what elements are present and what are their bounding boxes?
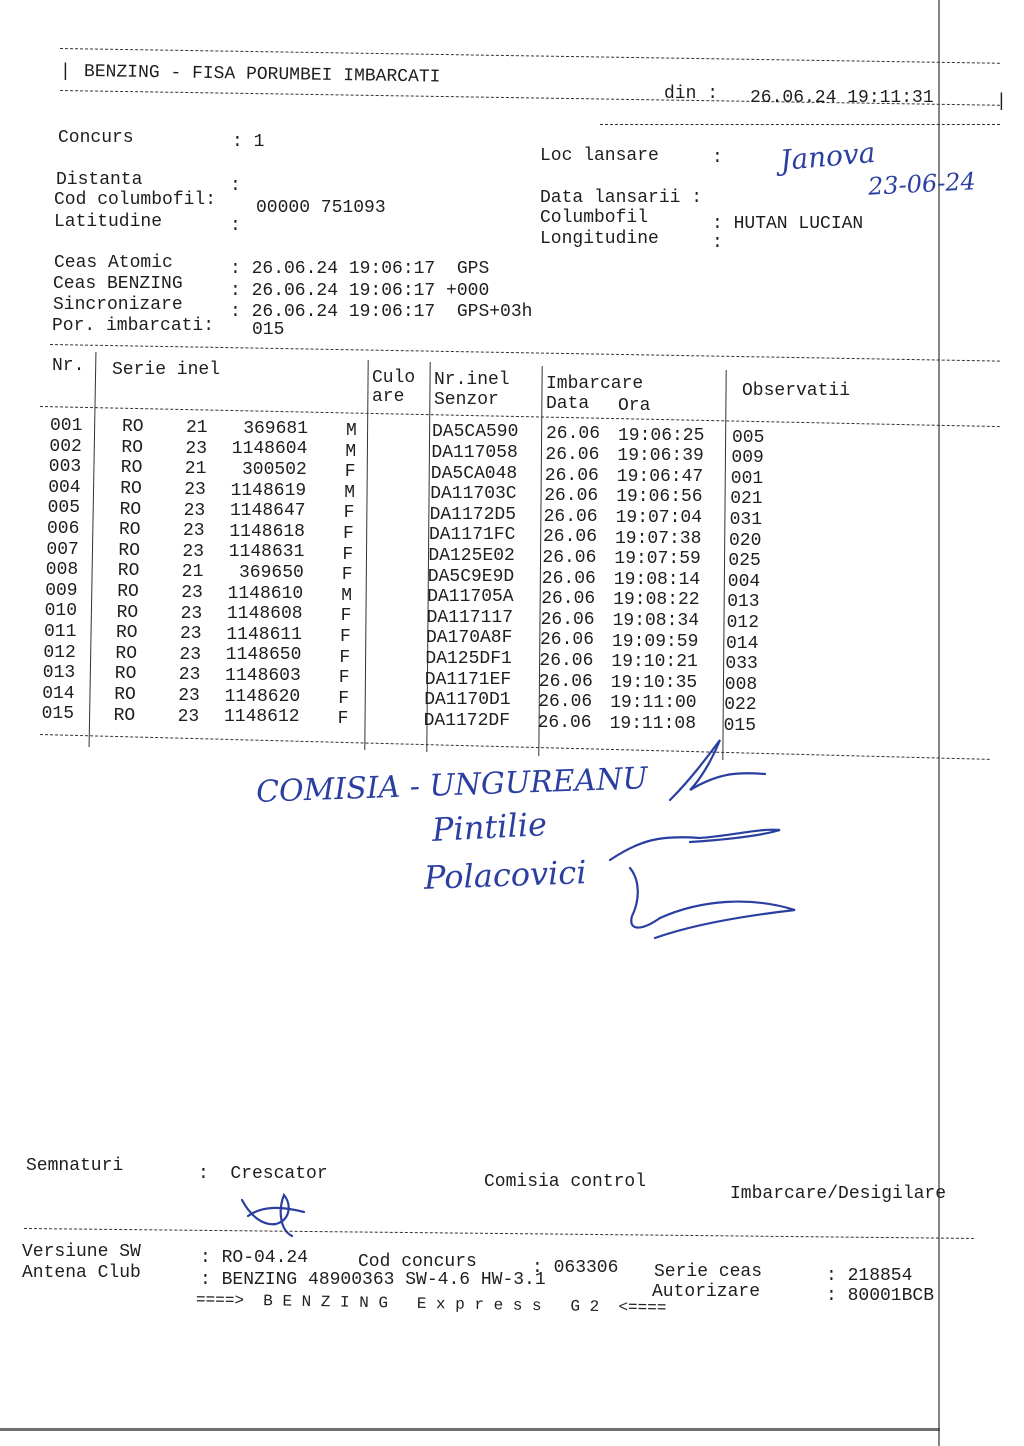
row-observatii: 015 [723, 715, 756, 736]
handwritten-pintilie: Pintilie [431, 805, 548, 849]
cod-concurs-label: Cod concurs [358, 1252, 477, 1272]
row-country: RO [121, 437, 143, 458]
row-year: 21 [181, 562, 204, 583]
row-sensor: DA5CA590 [432, 422, 519, 443]
col-nr-header: Nr. [52, 356, 85, 376]
row-date: 26.06 [542, 548, 597, 569]
row-ring: 1148618 [229, 521, 305, 542]
row-time: 19:06:47 [616, 466, 704, 487]
row-sensor: DA5CA048 [430, 463, 518, 484]
row-country: RO [122, 417, 144, 438]
row-nr: 008 [45, 560, 79, 581]
longitudine-colon: : [712, 233, 723, 253]
row-sex: F [342, 544, 354, 565]
col-nrinel-header-2: Senzor [434, 390, 499, 410]
row-sensor: DA125DF1 [425, 649, 512, 670]
row-ring: 1148604 [231, 439, 308, 460]
row-year: 21 [186, 418, 208, 439]
loc-lansare-label: Loc lansare [540, 146, 659, 166]
col-culoare-header-2: are [372, 387, 405, 407]
col-imbarcare-header: Imbarcare [546, 374, 644, 394]
row-nr: 014 [42, 683, 75, 704]
row-date: 26.06 [543, 506, 598, 527]
row-time: 19:08:22 [613, 590, 700, 611]
row-observatii: 020 [729, 530, 762, 551]
row-sex: F [341, 565, 353, 586]
row-ring: 1148620 [224, 686, 301, 707]
row-observatii: 014 [726, 633, 759, 654]
sincronizare-value: : 26.06.24 19:06:17 GPS+03h [230, 302, 533, 322]
ceas-atomic-value: : 26.06.24 19:06:17 GPS [230, 259, 490, 279]
autorizare-label: Autorizare [652, 1282, 761, 1302]
row-year: 23 [180, 603, 203, 624]
antena-label: Antena Club [22, 1263, 141, 1283]
versiune-value: : RO-04.24 [200, 1248, 309, 1268]
row-date: 26.06 [537, 712, 592, 733]
row-sensor: DA117117 [426, 607, 514, 628]
row-ring: 369681 [243, 418, 308, 439]
row-sensor: DA1172D5 [429, 504, 517, 525]
row-sensor: DA11703C [430, 484, 517, 505]
cod-columbofil-label: Cod columbofil: [54, 190, 217, 210]
row-observatii: 025 [728, 551, 761, 572]
row-nr: 003 [48, 457, 82, 478]
row-time: 19:07:59 [614, 549, 701, 570]
row-nr: 006 [47, 519, 80, 539]
row-observatii: 004 [727, 571, 761, 592]
row-ring: 1148650 [225, 645, 302, 666]
row-observatii: 005 [732, 427, 765, 448]
row-sensor: DA1171FC [429, 525, 516, 546]
row-nr: 001 [50, 416, 83, 436]
row-country: RO [118, 540, 140, 561]
row-date: 26.06 [540, 630, 595, 651]
header-bottom-rule [600, 124, 1000, 125]
row-time: 19:08:34 [612, 611, 700, 632]
table-bottom-rule [40, 734, 990, 760]
row-observatii: 009 [731, 448, 764, 469]
row-country: RO [117, 582, 139, 603]
row-date: 26.06 [540, 609, 595, 630]
row-ring: 300502 [241, 460, 307, 480]
row-sensor: DA1171EF [424, 669, 512, 690]
latitudine-label: Latitudine [54, 212, 163, 232]
columbofil-label: Columbofil [540, 208, 649, 228]
row-nr: 002 [49, 436, 82, 457]
col-nrinel-header-1: Nr.inel [434, 370, 510, 390]
row-nr: 013 [42, 663, 76, 684]
row-year: 23 [180, 624, 202, 645]
row-observatii: 031 [729, 509, 762, 530]
row-time: 19:07:38 [615, 528, 702, 549]
handwritten-comisia: COMISIA - UNGUREANU [255, 761, 649, 810]
row-country: RO [114, 685, 136, 706]
semnaturi-label: Semnaturi [26, 1156, 124, 1176]
row-date: 26.06 [545, 445, 600, 466]
autorizare-value: : 80001BCB [826, 1286, 935, 1306]
row-date: 26.06 [546, 424, 601, 445]
row-year: 23 [177, 706, 200, 727]
concurs-label: Concurs [58, 128, 134, 148]
row-time: 19:11:00 [610, 693, 697, 714]
row-sex: F [340, 606, 352, 627]
table-row [0, 704, 1024, 736]
row-sensor: DA125E02 [428, 546, 515, 567]
header-right-border: | [996, 92, 1007, 112]
row-sex: F [339, 647, 351, 668]
row-country: RO [120, 479, 142, 500]
row-country: RO [114, 664, 137, 685]
row-sensor: DA170A8F [426, 628, 513, 649]
row-date: 26.06 [544, 465, 599, 486]
row-sex: M [346, 421, 357, 442]
row-country: RO [119, 499, 142, 520]
document-title: BENZING - FISA PORUMBEI IMBARCATI [83, 62, 441, 88]
row-year: 21 [184, 459, 207, 480]
row-year: 23 [185, 438, 207, 459]
loc-lansare-colon: : [712, 148, 723, 168]
row-date: 26.06 [543, 527, 598, 548]
row-time: 19:08:14 [613, 569, 701, 590]
row-observatii: 021 [730, 489, 763, 510]
row-nr: 009 [45, 580, 78, 601]
scan-bottom-edge [0, 1428, 940, 1431]
row-time: 19:09:59 [612, 631, 699, 652]
row-sex: M [344, 482, 355, 503]
row-date: 26.06 [541, 568, 596, 589]
row-sex: F [343, 524, 354, 545]
ceas-benzing-label: Ceas BENZING [53, 274, 183, 294]
row-ring: 1148611 [226, 624, 302, 645]
row-observatii: 001 [730, 468, 764, 489]
handwritten-polacovici: Polacovici [423, 853, 588, 897]
row-country: RO [115, 643, 137, 664]
ceas-atomic-label: Ceas Atomic [54, 253, 173, 273]
row-observatii: 022 [724, 695, 757, 716]
col-ora-header: Ora [618, 396, 651, 416]
cod-concurs-value: : 063306 [532, 1258, 619, 1278]
row-date: 26.06 [539, 651, 594, 672]
row-observatii: 033 [725, 654, 758, 675]
semnaturi-imbarcare: Imbarcare/Desigilare [730, 1184, 947, 1204]
row-time: 19:06:56 [616, 487, 703, 508]
row-ring: 1148647 [229, 501, 306, 522]
distanta-colon: : [230, 176, 241, 196]
data-lansarii-label: Data lansarii : [540, 188, 703, 208]
row-nr: 004 [48, 477, 81, 498]
row-year: 23 [179, 644, 201, 665]
row-sex: M [341, 585, 352, 606]
row-sensor: DA1172DF [423, 710, 511, 731]
row-ring: 1148612 [223, 707, 300, 728]
row-date: 26.06 [541, 589, 596, 610]
row-country: RO [120, 458, 143, 479]
row-date: 26.06 [538, 692, 593, 713]
row-date: 26.06 [538, 671, 593, 692]
row-sex: F [338, 668, 350, 689]
row-nr: 010 [44, 601, 77, 622]
row-year: 23 [184, 480, 206, 501]
longitudine-label: Longitudine [540, 229, 659, 249]
col-data-header: Data [546, 394, 590, 414]
row-ring: 1148610 [227, 583, 304, 604]
row-sensor: DA1170D1 [424, 690, 511, 711]
row-sex: F [340, 627, 351, 648]
serie-ceas-label: Serie ceas [654, 1262, 763, 1282]
row-nr: 005 [47, 498, 80, 519]
row-sensor: DA5C9E9D [427, 566, 515, 587]
columbofil-value: : HUTAN LUCIAN [712, 214, 864, 234]
row-sex: M [345, 441, 357, 462]
row-year: 23 [178, 665, 201, 686]
loc-lansare-handwritten: Janova [778, 135, 877, 178]
col-observatii-header: Observatii [742, 381, 851, 401]
row-year: 23 [182, 541, 204, 562]
row-time: 19:06:39 [617, 446, 704, 467]
header-top-rule [60, 48, 1000, 64]
row-observatii: 013 [727, 592, 760, 613]
row-observatii: 012 [726, 612, 759, 633]
row-date: 26.06 [544, 486, 599, 507]
row-observatii: 008 [724, 674, 758, 695]
row-country: RO [116, 602, 139, 623]
versiune-label: Versiune SW [22, 1242, 141, 1262]
row-year: 23 [183, 500, 206, 521]
col-culoare-header-1: Culo [372, 368, 416, 388]
row-sensor: DA11705A [427, 587, 514, 608]
row-country: RO [119, 520, 141, 541]
concurs-value: : 1 [232, 132, 265, 152]
semnaturi-crescator: : Crescator [198, 1164, 328, 1184]
footer-top-rule [24, 1228, 974, 1239]
row-country: RO [116, 623, 138, 644]
sincronizare-label: Sincronizare [53, 295, 183, 315]
row-country: RO [113, 705, 136, 726]
din-label: din : [664, 84, 719, 104]
row-ring: 1148619 [230, 480, 307, 501]
latitudine-colon: : [230, 216, 241, 236]
row-sex: F [343, 503, 355, 524]
por-imbarcati-value: 015 [252, 320, 285, 340]
distanta-label: Distanta [56, 170, 143, 190]
row-time: 19:07:04 [615, 508, 703, 529]
row-nr: 007 [46, 539, 79, 560]
row-year: 23 [178, 686, 200, 707]
row-nr: 012 [43, 642, 76, 663]
col-serie-header: Serie inel [112, 360, 221, 380]
express-banner: ====> B E N Z I N G E x p r e s s G 2 <==== [195, 1291, 667, 1318]
row-nr: 015 [41, 704, 74, 725]
row-year: 23 [183, 521, 205, 542]
table-top-rule [50, 344, 1000, 362]
row-country: RO [117, 561, 140, 582]
row-sex: F [337, 709, 349, 730]
din-value: 26.06.24 19:11:31 [750, 88, 934, 108]
ceas-benzing-value: : 26.06.24 19:06:17 +000 [230, 281, 490, 301]
semnaturi-comisia: Comisia control [484, 1172, 647, 1192]
header-left-border: | [60, 62, 71, 82]
row-ring: 1148603 [225, 666, 301, 686]
serie-ceas-value: : 218854 [826, 1266, 913, 1286]
cod-columbofil-value: 00000 751093 [256, 198, 386, 218]
por-imbarcati-label: Por. imbarcati: [52, 316, 215, 336]
row-time: 19:11:08 [609, 714, 697, 735]
row-sex: F [344, 462, 356, 483]
row-year: 23 [181, 583, 203, 604]
row-ring: 369650 [238, 563, 304, 583]
row-time: 19:10:21 [611, 652, 698, 673]
row-sensor: DA117058 [431, 443, 518, 464]
row-ring: 1148608 [226, 604, 303, 625]
data-lansarii-handwritten: 23-06-24 [867, 167, 977, 201]
antena-value: : BENZING 48900363 SW-4.6 HW-3.1 [200, 1270, 546, 1290]
row-ring: 1148631 [228, 542, 305, 563]
row-time: 19:10:35 [610, 672, 698, 693]
row-nr: 011 [44, 622, 77, 642]
row-time: 19:06:25 [618, 425, 705, 446]
row-sex: F [338, 688, 349, 709]
